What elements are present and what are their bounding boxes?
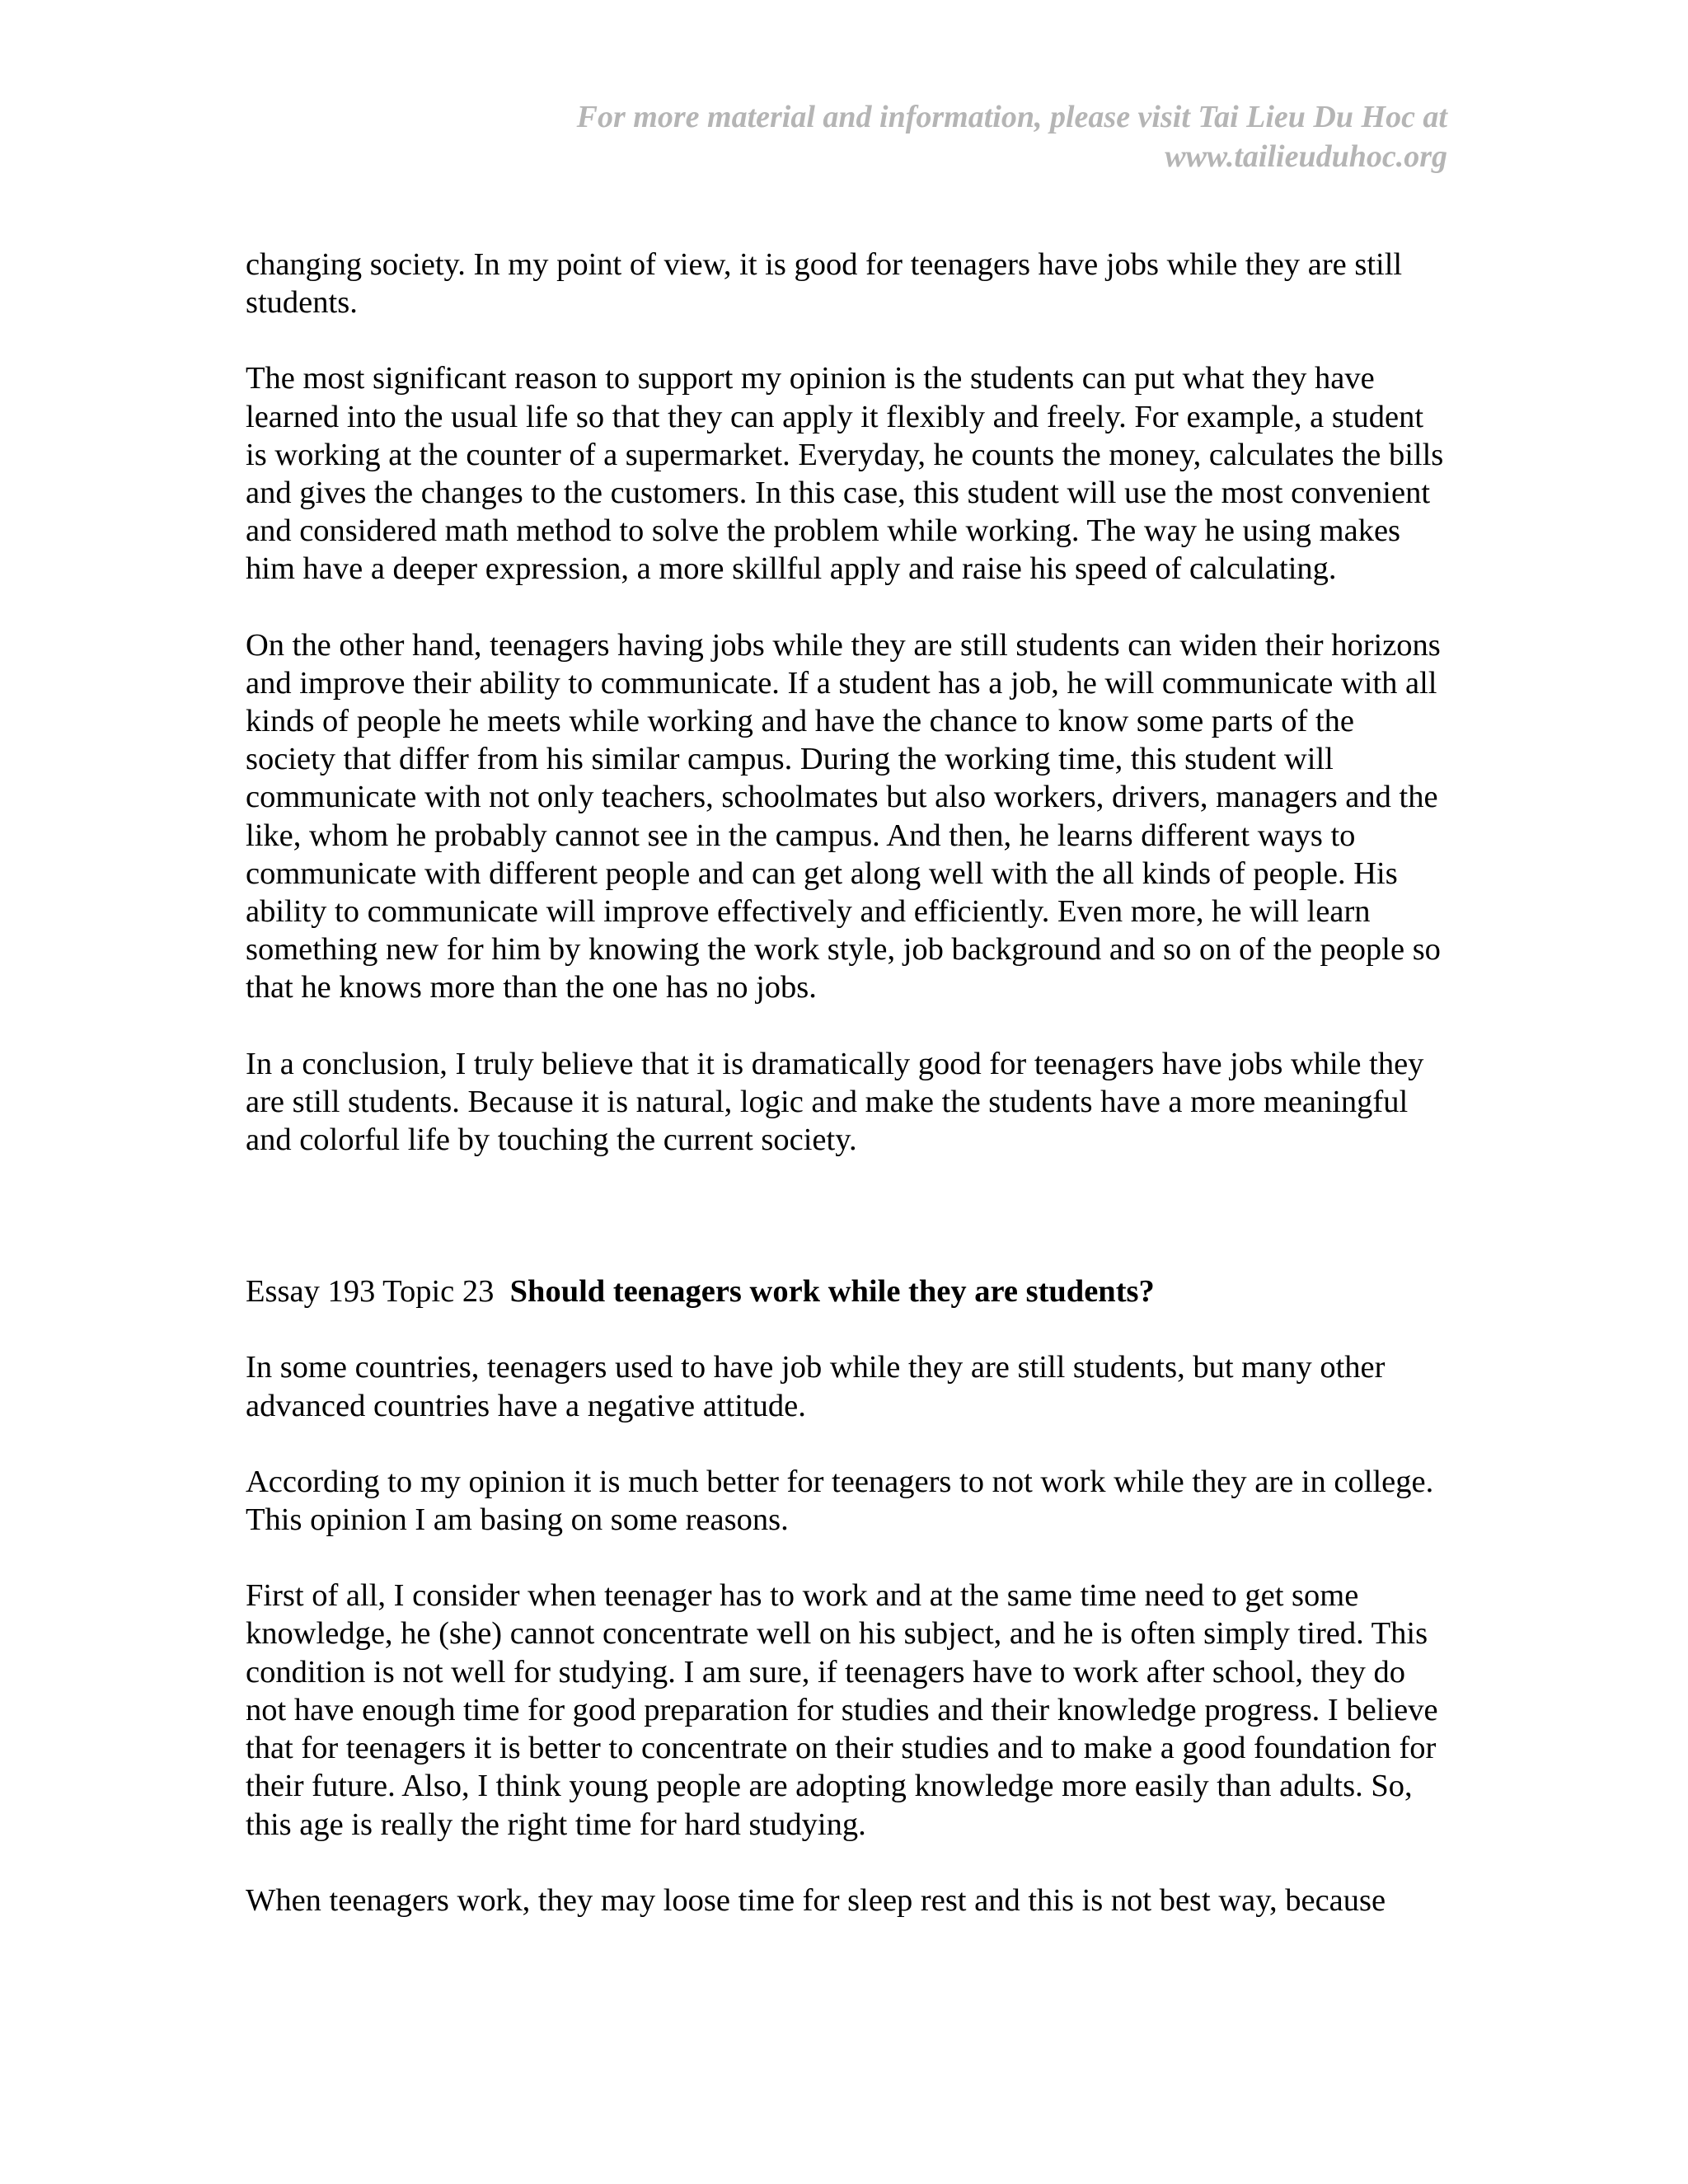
header-link[interactable]: www.tailieuduhoc.org (1165, 139, 1447, 174)
essay-label: Essay 193 Topic 23 (246, 1274, 495, 1310)
document-body (246, 246, 1449, 1957)
paragraph: According to my opinion it is much better for teenagers to not work while they are in college. This opinion I am basing on some reasons. (246, 1464, 1434, 1538)
paragraph: The most significant reason to support my opinion is the students can put what they have learned into the usual life so that they can apply it flexibly and freely. For example, a student is working at the counter of a supermarket. Everyday, he counts the money, calculates the bills and gives the changes to the customers. In this case, this student will use the most convenient and considered math method to solve the problem while working. The way he using makes him have a deeper expression, a more skillful apply and raise his speed of calculating. (246, 361, 1444, 587)
paragraph: First of all, I consider when teenager has to work and at the same time need to get some knowledge, he (she) cannot concentrate well on his subject, and he is often simply tired. This condition is not well for studying. I am sure, if teenagers have to work after school, they do not have enough time for good preparation for studies and their knowledge progress. I believe that for teenagers it is better to concentrate on their studies and to make a good foundation for their future. Also, I think young people are adopting knowledge more easily than adults. So, this age is really the right time for hard studying. (246, 1578, 1438, 1842)
paragraph: When teenagers work, they may loose time for sleep rest and this is not best way, because (246, 1882, 1386, 1918)
paragraph: On the other hand, teenagers having jobs while they are still students can widen their horizons and improve their ability to communicate. If a student has a job, he will communicate with all kinds of people he meets while working and have the chance to know some parts of the society that differ from his similar campus. During the working time, this student will communicate with not only teachers, schoolmates but also workers, drivers, managers and the like, whom he probably cannot see in the campus. And then, he learns different ways to communicate with different people and can get along well with the all kinds of people. His ability to communicate will improve effectively and efficiently. Even more, he will learn something new for him by knowing the work style, job background and so on of the people so that he knows more than the one has no jobs. (246, 627, 1441, 1005)
paragraph: changing society. In my point of view, it is good for teenagers have jobs while they are still students. (246, 247, 1403, 321)
paragraph: In a conclusion, I truly believe that it is dramatically good for teenagers have jobs while they are still students. Because it is natural, logic and make the students have a more meaningful and colorful life by touching the current society. (246, 1046, 1424, 1158)
essay-heading (246, 1272, 1449, 1310)
paragraph: In some countries, teenagers used to have job while they are still students, but many other advanced countries have a negative attitude. (246, 1350, 1386, 1423)
page-header (458, 97, 1447, 176)
header-line-1: For more material and information, please visit Tai Lieu Du Hoc at (576, 100, 1447, 134)
essay-title: Should teenagers work while they are students? (509, 1274, 1155, 1310)
